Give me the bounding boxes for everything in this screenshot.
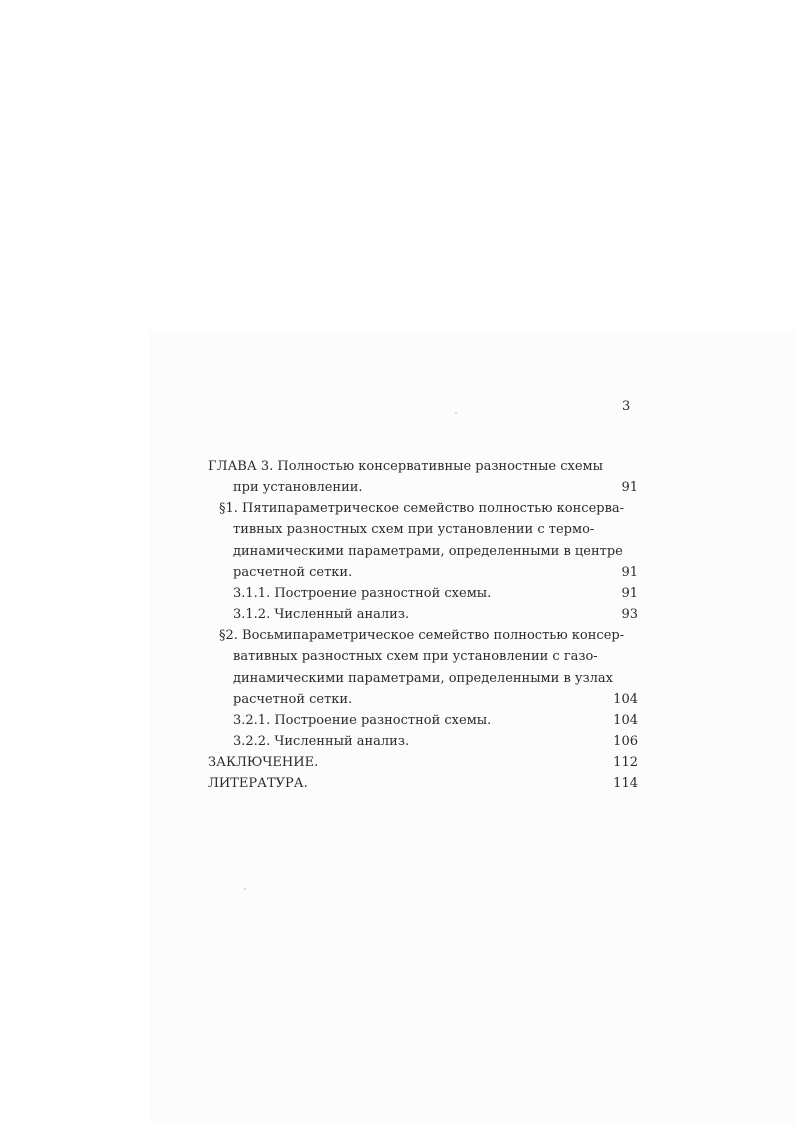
toc-section2-line4: расчетной сетки.	[233, 692, 353, 707]
toc-section1-page: 91	[621, 565, 638, 580]
toc-section1-sub1-page: 91	[621, 586, 638, 601]
toc-chapter3-title-line2: при установлении.	[233, 480, 363, 495]
toc-section1-sub2-label: 3.1.2. Численный анализ.	[233, 607, 410, 622]
toc-literature-label: ЛИТЕРАТУРА.	[208, 776, 308, 791]
toc-section2-line1: §2. Восьмипараметрическое семейство полностью консер-	[219, 628, 625, 643]
toc-section2-sub2-page: 106	[613, 734, 638, 749]
toc-section2-line3: динамическими параметрами, определенными в узлах	[233, 671, 613, 686]
toc-section1-line4: расчетной сетки.	[233, 565, 353, 580]
scan-speck	[455, 412, 457, 414]
toc-conclusion-label: ЗАКЛЮЧЕНИЕ.	[208, 755, 319, 770]
page-number: 3	[622, 399, 631, 414]
toc-section1-line3: динамическими параметрами, определенными в центре	[233, 544, 623, 559]
toc-chapter3-title-line1: ГЛАВА 3. Полностью консервативные разностные схемы	[208, 459, 604, 474]
toc-section2-sub1-page: 104	[613, 713, 638, 728]
toc-section2-sub1-label: 3.2.1. Построение разностной схемы.	[233, 713, 492, 728]
toc-section2-sub2-label: 3.2.2. Численный анализ.	[233, 734, 410, 749]
toc-section1-line2: тивных разностных схем при установлении с термо-	[233, 522, 595, 537]
toc-section2-page: 104	[613, 692, 638, 707]
toc-section1-sub1-label: 3.1.1. Построение разностной схемы.	[233, 586, 492, 601]
toc-conclusion-page: 112	[613, 755, 638, 770]
scan-speck	[244, 888, 246, 890]
toc-section1-sub2-page: 93	[621, 607, 638, 622]
toc-section2-line2: вативных разностных схем при установлении с газо-	[233, 649, 598, 664]
toc-section1-line1: §1. Пятипараметрическое семейство полностью консерва-	[219, 501, 625, 516]
toc-chapter3-page: 91	[621, 480, 638, 495]
toc-literature-page: 114	[613, 776, 638, 791]
